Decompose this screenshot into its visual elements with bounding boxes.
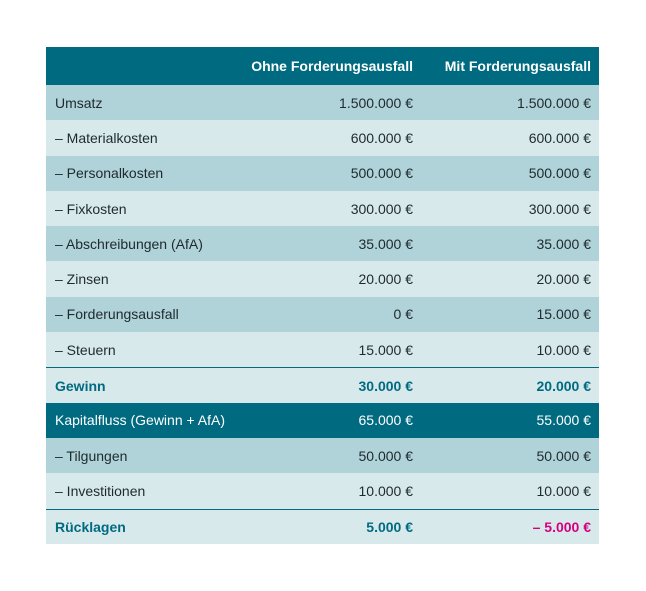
row-label: – Fixkosten <box>55 200 127 217</box>
row-label: – Materialkosten <box>55 129 158 146</box>
table-row-personalkosten <box>46 156 599 191</box>
row-value-mit: 10.000 € <box>536 482 591 499</box>
table-header <box>46 47 599 85</box>
row-value-mit: 1.500.000 € <box>517 94 591 111</box>
row-label: – Tilgungen <box>55 447 128 464</box>
row-value-mit: 500.000 € <box>528 165 591 182</box>
row-label: Rücklagen <box>55 518 126 535</box>
row-value-ohne: 65.000 € <box>358 412 413 429</box>
row-value-ohne: 10.000 € <box>358 482 413 499</box>
table-row-umsatz <box>46 85 599 120</box>
table-row-steuern <box>46 332 599 367</box>
row-label: – Forderungsausfall <box>55 306 179 323</box>
row-value-mit: 35.000 € <box>536 235 591 252</box>
row-value-mit: 20.000 € <box>536 271 591 288</box>
table-row-tilgungen <box>46 438 599 473</box>
table-row-zinsen <box>46 261 599 296</box>
row-label: – Abschreibungen (AfA) <box>55 235 203 252</box>
row-value-ohne: 50.000 € <box>358 447 413 464</box>
table-row-fixkosten <box>46 191 599 226</box>
row-value-ohne: 0 € <box>393 306 413 323</box>
row-value-ohne: 300.000 € <box>350 200 413 217</box>
table-row-gewinn <box>46 367 599 402</box>
row-label: Kapitalfluss (Gewinn + AfA) <box>55 412 226 429</box>
table-row-abschreibungen <box>46 226 599 261</box>
row-value-mit: 300.000 € <box>528 200 591 217</box>
row-value-mit-negative: – 5.000 € <box>532 518 591 535</box>
table-row-kapitalfluss <box>46 403 599 438</box>
row-value-ohne: 1.500.000 € <box>339 94 413 111</box>
row-value-ohne: 20.000 € <box>358 271 413 288</box>
row-label: – Steuern <box>55 341 116 358</box>
row-value-ohne: 500.000 € <box>350 165 413 182</box>
row-value-ohne: 5.000 € <box>366 518 413 535</box>
row-value-ohne: 600.000 € <box>350 129 413 146</box>
row-value-mit: 50.000 € <box>536 447 591 464</box>
row-value-ohne: 30.000 € <box>358 377 413 394</box>
table-row-forderungsausfall <box>46 297 599 332</box>
header-col-mit: Mit Forderungsausfall <box>444 58 591 74</box>
row-label: – Investitionen <box>55 482 146 499</box>
table-row-materialkosten <box>46 120 599 155</box>
row-value-mit: 55.000 € <box>536 412 591 429</box>
row-value-ohne: 35.000 € <box>358 235 413 252</box>
financial-table <box>46 47 599 544</box>
header-col-ohne: Ohne Forderungsausfall <box>251 58 413 74</box>
row-label: Umsatz <box>55 94 103 111</box>
row-value-mit: 15.000 € <box>536 306 591 323</box>
row-value-mit: 20.000 € <box>536 377 591 394</box>
row-value-mit: 10.000 € <box>536 341 591 358</box>
row-label: – Personalkosten <box>55 165 164 182</box>
row-value-ohne: 15.000 € <box>358 341 413 358</box>
row-label: Gewinn <box>55 377 106 394</box>
row-value-mit: 600.000 € <box>528 129 591 146</box>
row-label: – Zinsen <box>55 271 109 288</box>
table-row-ruecklagen <box>46 509 599 544</box>
table-row-investitionen <box>46 473 599 508</box>
